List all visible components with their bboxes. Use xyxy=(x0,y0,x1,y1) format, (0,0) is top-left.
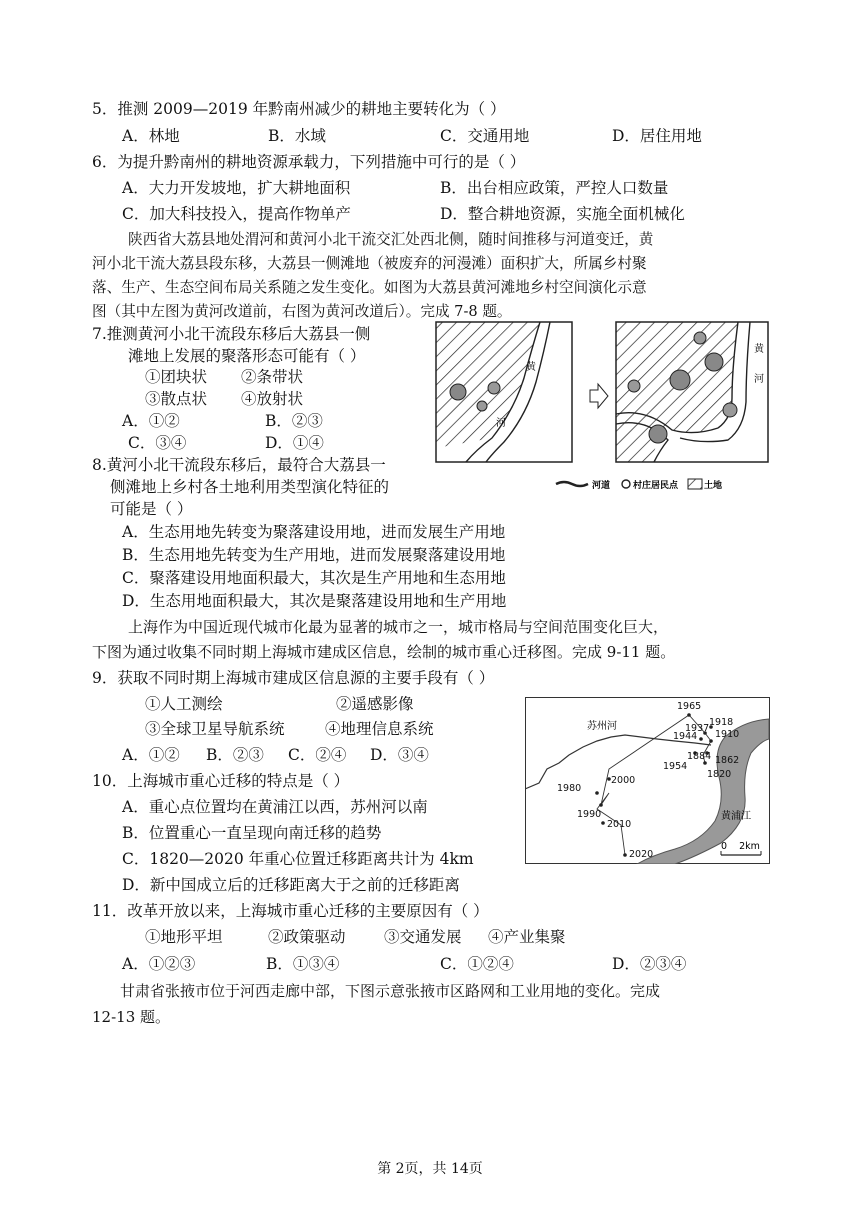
page-footer: 第 2页，共 14页 xyxy=(377,1161,483,1177)
q7-item-2: ②条带状 xyxy=(241,368,304,386)
q11-item-1: ①地形平坦 xyxy=(145,928,223,946)
q6-option-a: A．大力开发坡地，扩大耕地面积 xyxy=(122,179,351,197)
q8-option-d: D．生态用地面积最大，其次是聚落建设用地和生产用地 xyxy=(122,592,507,610)
q8-stem-line-3: 可能是（ ） xyxy=(110,500,193,518)
shanghai-center-migration-map xyxy=(525,697,770,864)
q10-option-b: B．位置重心一直呈现向南迁移的趋势 xyxy=(122,824,382,842)
legend-village: 村庄居民点 xyxy=(633,481,679,491)
q7-item-3: ③散点状 xyxy=(145,390,208,408)
q11-item-4: ④产业集聚 xyxy=(488,928,566,946)
q8-stem-line-1: 8.黄河小北干流段东移后，最符合大荔县一 xyxy=(92,456,386,474)
q11-option-c: C．①②④ xyxy=(440,955,514,973)
q5-option-b: B．水域 xyxy=(268,127,326,145)
q7-stem-line-2: 滩地上发展的聚落形态可能有（ ） xyxy=(128,347,366,365)
year-label-1937: 1937 xyxy=(685,723,710,734)
year-label-1918: 1918 xyxy=(709,717,734,728)
q5-option-a: A．林地 xyxy=(122,127,180,145)
q11-item-3: ③交通发展 xyxy=(384,928,462,946)
passage-7-8-line-3: 落、生产、生态空间布局关系随之发生变化。如图为大荔县黄河滩地乡村空间演化示意 xyxy=(92,279,647,296)
q10-stem: 10．上海城市重心迁移的特点是（ ） xyxy=(92,772,350,790)
q9-option-b: B．②③ xyxy=(206,746,264,764)
passage-12-13-line-2: 12-13 题。 xyxy=(92,1008,171,1026)
q6-option-c: C．加大科技投入，提高作物单产 xyxy=(122,205,351,223)
q10-option-a: A．重心点位置均在黄浦江以西，苏州河以南 xyxy=(122,798,428,816)
passage-7-8-line-2: 河小北干流大荔县段东移，大荔县一侧滩地（被废弃的河漫滩）面积扩大，所属乡村聚 xyxy=(92,255,647,272)
year-label-1862: 1862 xyxy=(715,755,740,766)
q11-item-2: ②政策驱动 xyxy=(268,928,346,946)
village-space-evolution-figure xyxy=(432,318,772,498)
q9-option-a: A．①② xyxy=(122,746,180,764)
q6-option-b: B．出台相应政策，严控人口数量 xyxy=(440,179,669,197)
year-label-1820: 1820 xyxy=(707,769,732,780)
passage-9-11-line-1: 上海作为中国近现代城市化最为显著的城市之一，城市格局与空间范围变化巨大， xyxy=(128,618,669,636)
passage-7-8-line-4: 图（其中左图为黄河改道前，右图为黄河改道后）。完成 7-8 题。 xyxy=(92,303,512,320)
year-label-1980: 1980 xyxy=(557,783,582,794)
suzhou-river-label: 苏州河 xyxy=(587,721,617,732)
q9-item-2: ②遥感影像 xyxy=(336,695,414,713)
year-label-1944: 1944 xyxy=(673,731,698,742)
year-label-2000: 2000 xyxy=(611,775,636,786)
q7-item-4: ④放射状 xyxy=(241,390,304,408)
scale-label: 0 2km xyxy=(721,841,760,852)
q11-stem: 11．改革开放以来，上海城市重心迁移的主要原因有（ ） xyxy=(92,902,489,920)
passage-12-13-line-1: 甘肃省张掖市位于河西走廊中部，下图示意张掖市区路网和工业用地的变化。完成 xyxy=(120,982,661,1000)
year-label-2020: 2020 xyxy=(629,849,654,860)
q10-option-c: C．1820—2020 年重心位置迁移距离共计为 4km xyxy=(122,850,474,868)
q8-option-a: A．生态用地先转变为聚落建设用地，进而发展生产用地 xyxy=(122,523,506,541)
year-label-1884: 1884 xyxy=(687,751,712,762)
q7-option-a: A．①② xyxy=(122,412,180,430)
passage-7-8-line-1: 陕西省大荔县地处渭河和黄河小北干流交汇处西北侧，随时间推移与河道变迁，黄 xyxy=(128,231,654,248)
before-diversion-map xyxy=(436,322,572,462)
q6-stem: 6．为提升黔南州的耕地资源承载力，下列措施中可行的是（ ） xyxy=(92,153,526,171)
q11-option-b: B．①③④ xyxy=(266,955,340,973)
q9-item-1: ①人工测绘 xyxy=(145,695,223,713)
after-diversion-map xyxy=(616,322,768,462)
q8-option-c: C．聚落建设用地面积最大，其次是生产用地和生态用地 xyxy=(122,569,506,587)
year-label-1910: 1910 xyxy=(715,729,740,740)
right-river-label-1: 黄 xyxy=(754,344,764,355)
passage-9-11-line-2: 下图为通过收集不同时期上海城市建成区信息，绘制的城市重心迁移图。完成 9-11 题。 xyxy=(92,643,676,661)
q7-item-1: ①团块状 xyxy=(145,368,208,386)
q9-item-3: ③全球卫星导航系统 xyxy=(145,720,285,738)
year-label-1965: 1965 xyxy=(677,701,702,712)
q9-option-d: D．③④ xyxy=(370,746,429,764)
q9-item-4: ④地理信息系统 xyxy=(325,720,434,738)
right-river-label-2: 河 xyxy=(754,374,764,385)
arrow-icon xyxy=(590,384,608,408)
year-label-1990: 1990 xyxy=(577,809,602,820)
q6-option-d: D．整合耕地资源，实施全面机械化 xyxy=(440,205,685,223)
figure-legend xyxy=(556,479,722,491)
q5-option-c: C．交通用地 xyxy=(440,127,530,145)
q10-option-d: D．新中国成立后的迁移距离大于之前的迁移距离 xyxy=(122,876,460,894)
q5-stem: 5．推测 2009—2019 年黔南州减少的耕地主要转化为（ ） xyxy=(92,100,506,118)
q5-option-d: D．居住用地 xyxy=(612,127,702,145)
huangpu-river-label: 黄浦江 xyxy=(721,811,751,822)
q11-option-a: A．①②③ xyxy=(122,955,196,973)
q7-option-b: B．②③ xyxy=(265,412,323,430)
left-river-label-2: 河 xyxy=(496,418,506,429)
legend-land: 土地 xyxy=(704,481,723,491)
q9-option-c: C．②④ xyxy=(288,746,347,764)
q7-option-c: C．③④ xyxy=(128,434,187,452)
q11-option-d: D．②③④ xyxy=(612,955,687,973)
q9-stem: 9．获取不同时期上海城市建成区信息源的主要手段有（ ） xyxy=(92,669,495,687)
left-river-label-1: 黄 xyxy=(526,362,536,373)
q7-stem-line-1: 7.推测黄河小北干流段东移后大荔县一侧 xyxy=(92,325,371,343)
legend-river: 河道 xyxy=(592,481,611,491)
q8-stem-line-2: 侧滩地上乡村各土地利用类型演化特征的 xyxy=(110,478,390,496)
year-label-1954: 1954 xyxy=(663,761,688,772)
q7-option-d: D．①④ xyxy=(265,434,324,452)
year-label-2010: 2010 xyxy=(607,819,632,830)
q8-option-b: B．生态用地先转变为生产用地，进而发展聚落建设用地 xyxy=(122,546,506,564)
